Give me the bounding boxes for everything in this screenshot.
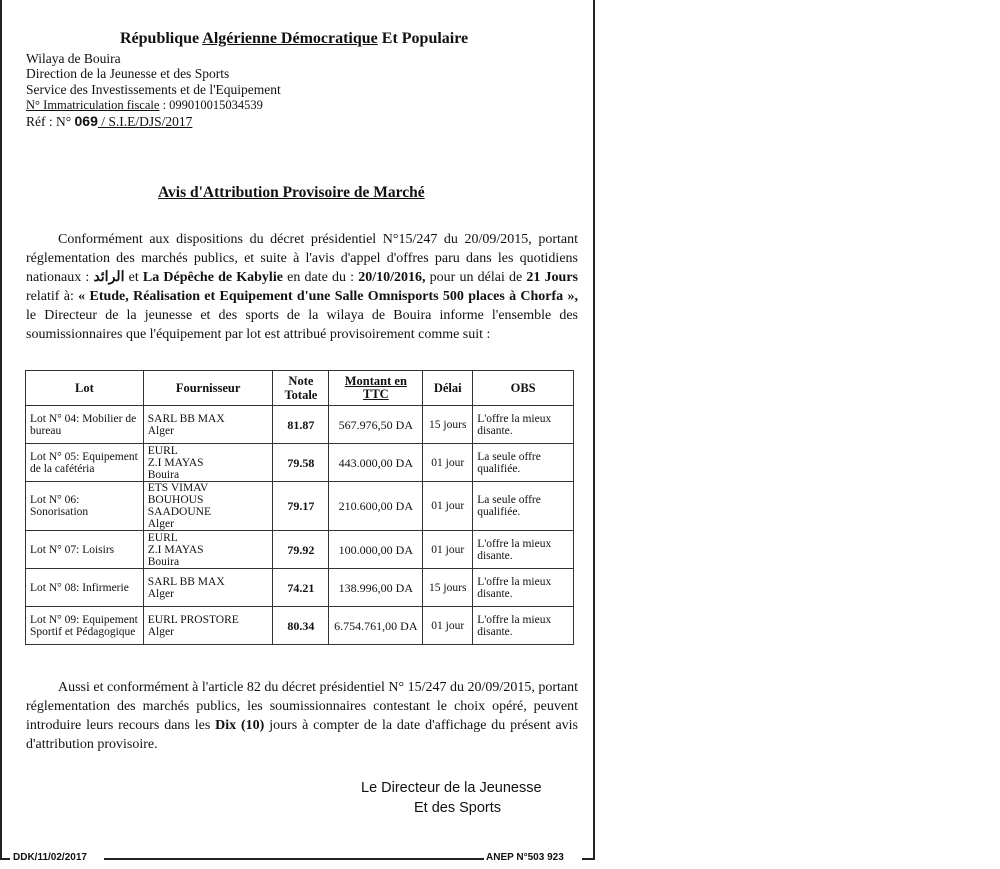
ref-suffix: S.I.E/DJS/2017 bbox=[108, 114, 193, 129]
p2-text-b: jours à compter de la date d'affichage du présent avis d'attribution provisoire. bbox=[26, 718, 578, 752]
cell-delai: 01 jour bbox=[423, 444, 473, 482]
cell-delai: 15 jours bbox=[423, 406, 473, 444]
wilaya-line: Wilaya de Bouira bbox=[26, 51, 121, 66]
recours-paragraph bbox=[26, 678, 578, 754]
cell-note: 79.17 bbox=[273, 482, 329, 531]
ref-prefix: Réf : N° bbox=[26, 114, 75, 129]
cell-fournisseur: EURL PROSTORE Alger bbox=[143, 607, 273, 645]
cell-delai: 01 jour bbox=[423, 607, 473, 645]
project-name: « Etude, Réalisation et Equipement d'une Salle Omnisports 500 places à Chorfa », bbox=[78, 289, 579, 304]
frame-left-border bbox=[0, 0, 2, 858]
table-row bbox=[26, 406, 574, 444]
publication-date: 20/10/2016, bbox=[358, 270, 426, 285]
cell-note: 80.34 bbox=[273, 607, 329, 645]
cell-lot: Lot N° 08: Infirmerie bbox=[26, 569, 144, 607]
p1-text-b: et bbox=[124, 270, 143, 285]
attribution-table bbox=[25, 370, 574, 645]
cell-delai: 01 jour bbox=[423, 531, 473, 569]
footer-rule-right-stub bbox=[582, 858, 595, 860]
table-header-row bbox=[26, 371, 574, 406]
table-row bbox=[26, 482, 574, 531]
footer-rule bbox=[104, 858, 484, 860]
p1-text-e: relatif à: bbox=[26, 289, 79, 304]
p1-text-a: Conformément aux dispositions du décret présidentiel N°15/247 du 20/09/2015, portant réglementation des marchés publics, et suite à l'avis d'appel d'offres paru dans les quotidiens nationaux : bbox=[26, 232, 578, 285]
cell-delai: 01 jour bbox=[423, 482, 473, 531]
cell-montant: 210.600,00 DA bbox=[329, 482, 423, 531]
cell-montant: 138.996,00 DA bbox=[329, 569, 423, 607]
p1-text-d: pour un délai de bbox=[425, 270, 527, 285]
nif-label: N° Immatriculation fiscale bbox=[26, 98, 160, 112]
cell-note: 79.58 bbox=[273, 444, 329, 482]
avis-title: Avis d'Attribution Provisoire de Marché bbox=[158, 184, 425, 201]
delay-days: 21 Jours bbox=[526, 270, 579, 285]
cell-obs: L'offre la mieux disante. bbox=[473, 569, 574, 607]
p1-text-c: en date du : bbox=[282, 270, 359, 285]
cell-note: 74.21 bbox=[273, 569, 329, 607]
cell-obs: La seule offre qualifiée. bbox=[473, 444, 574, 482]
cell-lot: Lot N° 05: Equipement de la cafétéria bbox=[26, 444, 144, 482]
nif-line bbox=[26, 98, 263, 113]
service-line: Service des Investissements et de l'Equipement bbox=[26, 82, 281, 97]
p1-text-f: le Directeur de la jeunesse et des sports de la wilaya de Bouira informe l'ensemble des soumissionnaires que l'équipement par lot est attribué provisoirement comme suit : bbox=[26, 308, 578, 342]
cell-obs: L'offre la mieux disante. bbox=[473, 406, 574, 444]
cell-fournisseur: SARL BB MAX Alger bbox=[143, 406, 273, 444]
cell-note: 79.92 bbox=[273, 531, 329, 569]
signature-line1: Le Directeur de la Jeunesse bbox=[361, 780, 542, 796]
arabic-newspaper-name: الرائد bbox=[93, 270, 125, 285]
nif-value: : 099010015034539 bbox=[159, 98, 263, 112]
cell-montant: 567.976,50 DA bbox=[329, 406, 423, 444]
document-header-title bbox=[120, 30, 480, 48]
ref-number: 069 bbox=[74, 113, 98, 129]
cell-montant: 100.000,00 DA bbox=[329, 531, 423, 569]
newspaper-name: La Dépêche de Kabylie bbox=[142, 270, 283, 285]
p2-text-a: Aussi et conformément à l'article 82 du décret présidentiel N° 15/247 du 20/09/2015, portant réglementation des marchés publics, les soumissionnaires contestant le choix opéré, peuvent introduire leurs recours dans les bbox=[26, 680, 578, 733]
frame-right-border bbox=[593, 0, 595, 858]
table-row bbox=[26, 607, 574, 645]
signature-line2: Et des Sports bbox=[414, 800, 502, 816]
table-row bbox=[26, 444, 574, 482]
cell-delai: 15 jours bbox=[423, 569, 473, 607]
table-row bbox=[26, 531, 574, 569]
cell-fournisseur: SARL BB MAX Alger bbox=[143, 569, 273, 607]
header-delai: Délai bbox=[423, 371, 473, 406]
footer-right-code: ANEP N°503 923 bbox=[486, 852, 564, 863]
cell-montant: 6.754.761,00 DA bbox=[329, 607, 423, 645]
header-fournisseur: Fournisseur bbox=[143, 371, 273, 406]
cell-lot: Lot N° 07: Loisirs bbox=[26, 531, 144, 569]
header-title-part3: Et Populaire bbox=[377, 30, 469, 47]
cell-obs: L'offre la mieux disante. bbox=[473, 531, 574, 569]
intro-paragraph bbox=[26, 230, 578, 344]
footer-rule-left-stub bbox=[0, 858, 10, 860]
cell-lot: Lot N° 09: Equipement Sportif et Pédagogique bbox=[26, 607, 144, 645]
cell-fournisseur: EURL Z.I MAYAS Bouira bbox=[143, 531, 273, 569]
cell-lot: Lot N° 06: Sonorisation bbox=[26, 482, 144, 531]
table-row bbox=[26, 569, 574, 607]
cell-montant: 443.000,00 DA bbox=[329, 444, 423, 482]
recours-days: Dix (10) bbox=[215, 718, 265, 733]
cell-lot: Lot N° 04: Mobilier de bureau bbox=[26, 406, 144, 444]
header-obs: OBS bbox=[473, 371, 574, 406]
header-note: Note Totale bbox=[273, 371, 329, 406]
cell-note: 81.87 bbox=[273, 406, 329, 444]
header-montant: Montant en TTC bbox=[329, 371, 423, 406]
cell-fournisseur: EURL Z.I MAYAS Bouira bbox=[143, 444, 273, 482]
header-title-part1: République bbox=[120, 30, 203, 47]
header-title-part2: Algérienne Démocratique bbox=[202, 30, 378, 47]
cell-obs: La seule offre qualifiée. bbox=[473, 482, 574, 531]
cell-fournisseur: ETS VIMAV BOUHOUS SAADOUNE Alger bbox=[143, 482, 273, 531]
header-lot: Lot bbox=[26, 371, 144, 406]
direction-line: Direction de la Jeunesse et des Sports bbox=[26, 66, 230, 81]
cell-obs: L'offre la mieux disante. bbox=[473, 607, 574, 645]
reference-line: Réf : N° 069 / S.I.E/DJS/2017 bbox=[26, 113, 193, 129]
footer-left-code: DDK/11/02/2017 bbox=[13, 852, 87, 863]
